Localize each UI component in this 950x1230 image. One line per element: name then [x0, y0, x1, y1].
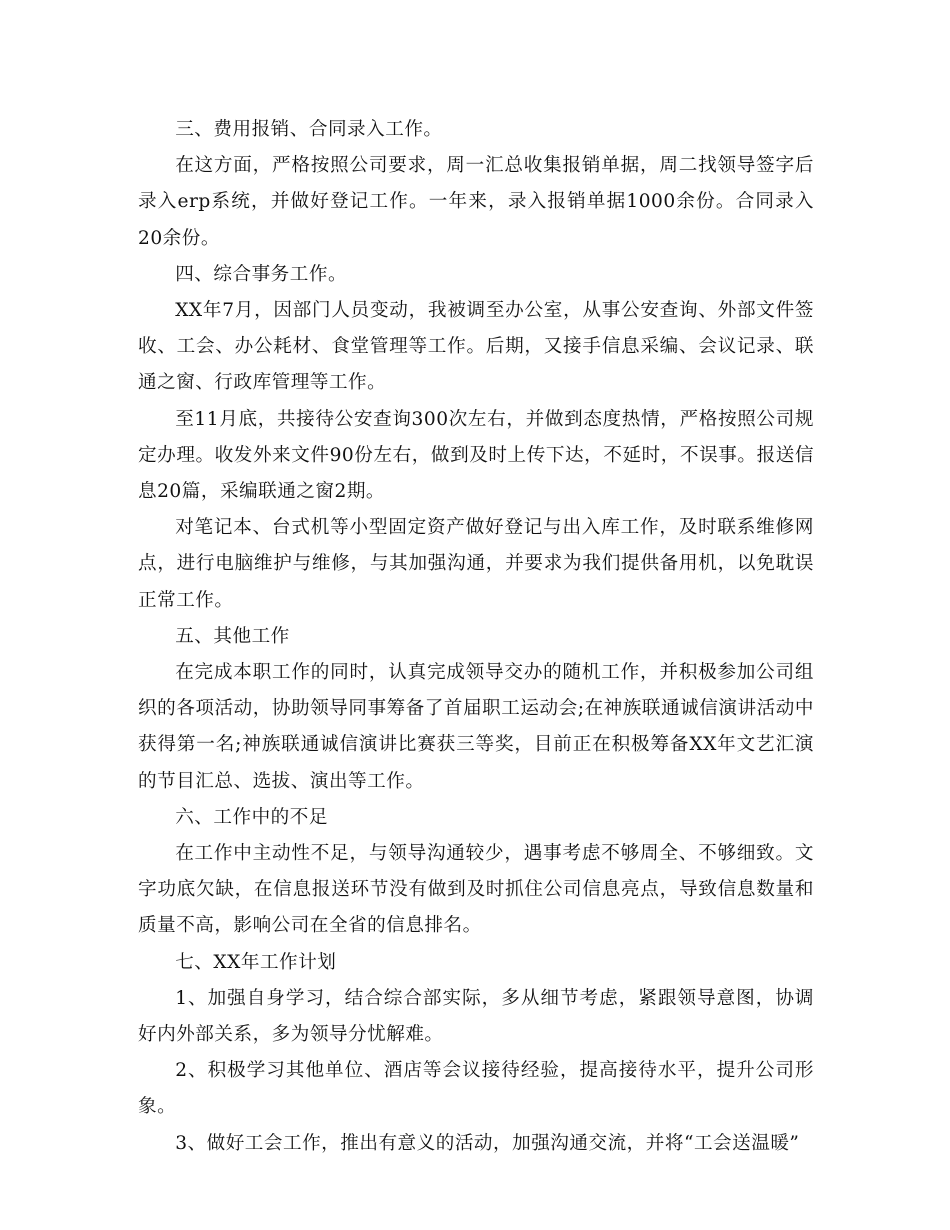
paragraph-other-work: 在完成本职工作的同时，认真完成领导交办的随机工作，并积极参加公司组织的各项活动，协助领导同事筹备了首届职工运动会;在神族联通诚信演讲活动中获得第一名;神族联通诚信演讲比赛获三等奖，目前正在积极筹备XX年文艺汇演的节目汇总、选拔、演出等工作。 — [138, 662, 814, 792]
document-body — [138, 112, 814, 1162]
section-heading-general-affairs: 四、综合事务工作。 — [175, 263, 348, 285]
paragraph-transfer: XX年7月，因部门人员变动，我被调至办公室，从事公安查询、外部文件签收、工会、办公耗材、食堂管理等工作。后期，又接手信息采编、会议记录、联通之窗、行政库管理等工作。 — [138, 300, 814, 394]
section-heading-work-plan: 七、XX年工作计划 — [175, 951, 337, 973]
paragraph-police-inquiry: 至11月底，共接待公安查询300次左右，并做到态度热情，严格按照公司规定办理。收发外来文件90份左右，做到及时上传下达，不延时，不误事。报送信息20篇，采编联通之窗2期。 — [138, 408, 814, 503]
paragraph-expense-detail: 在这方面，严格按照公司要求，周一汇总收集报销单据，周二找领导签字后录入erp系统，并做好登记工作。一年来，录入报销单据1000余份。合同录入20余份。 — [138, 155, 814, 249]
section-heading-shortcomings: 六、工作中的不足 — [175, 806, 328, 828]
paragraph-shortcomings: 在工作中主动性不足，与领导沟通较少，遇事考虑不够周全、不够细致。文字功底欠缺，在信息报送环节没有做到及时抓住公司信息亮点，导致信息数量和质量不高，影响公司在全省的信息排名。 — [138, 843, 814, 937]
section-heading-other-work: 五、其他工作 — [175, 625, 290, 647]
section-heading-expense: 三、费用报销、合同录入工作。 — [175, 119, 443, 140]
plan-item-3: 3、做好工会工作，推出有意义的活动，加强沟通交流，并将“工会送温暖” — [175, 1132, 800, 1154]
plan-item-2: 2、积极学习其他单位、酒店等会议接待经验，提高接待水平，提升公司形象。 — [138, 1060, 814, 1118]
plan-item-1: 1、加强自身学习，结合综合部实际，多从细节考虑，紧跟领导意图，协调好内外部关系，多为领导分忧解难。 — [138, 987, 814, 1046]
paragraph-fixed-assets: 对笔记本、台式机等小型固定资产做好登记与出入库工作，及时联系维修网点，进行电脑维护与维修，与其加强沟通，并要求为我们提供备用机，以免耽误正常工作。 — [138, 517, 814, 611]
